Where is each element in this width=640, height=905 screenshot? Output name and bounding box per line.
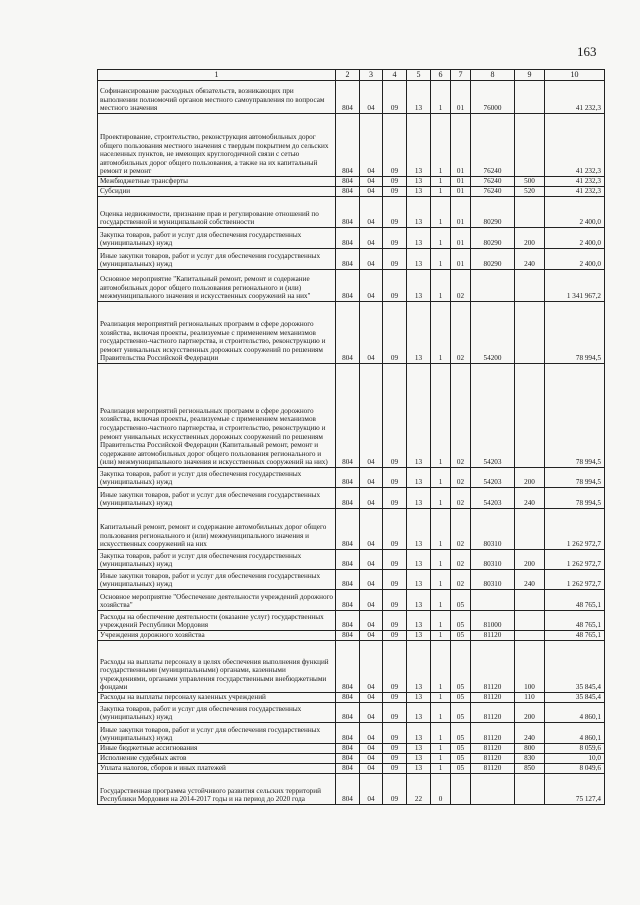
row-col-3-cell: 04 xyxy=(360,187,383,197)
row-col-9-cell: 850 xyxy=(515,764,545,774)
row-col-4-cell: 09 xyxy=(383,270,407,302)
row-col-9-cell: 200 xyxy=(515,228,545,249)
row-col-3-cell: 04 xyxy=(360,693,383,703)
row-col-6-cell: 1 xyxy=(431,631,451,641)
row-col-10-cell: 8 059,6 xyxy=(545,744,605,754)
row-col-2-cell: 804 xyxy=(336,468,360,488)
table-row xyxy=(98,364,605,468)
row-col-8-cell: 80310 xyxy=(471,509,515,550)
row-col-10-cell: 1 341 967,2 xyxy=(545,270,605,302)
row-col-2-cell: 804 xyxy=(336,197,360,228)
row-col-2-cell: 804 xyxy=(336,302,360,364)
row-col-2-cell: 804 xyxy=(336,81,360,114)
table-row xyxy=(98,744,605,754)
row-col-7-cell: 05 xyxy=(451,590,471,611)
row-col-5-cell: 13 xyxy=(407,590,431,611)
row-col-10-cell: 48 765,1 xyxy=(545,631,605,641)
row-col-7-cell: 01 xyxy=(451,197,471,228)
row-col-8-cell: 80310 xyxy=(471,550,515,570)
row-col-2-cell: 804 xyxy=(336,488,360,509)
header-col-6: 6 xyxy=(431,70,451,81)
row-col-9-cell: 240 xyxy=(515,249,545,270)
header-col-9: 9 xyxy=(515,70,545,81)
row-col-9-cell xyxy=(515,631,545,641)
table-row xyxy=(98,764,605,774)
row-col-5-cell: 13 xyxy=(407,611,431,631)
table-row xyxy=(98,550,605,570)
row-col-10-cell: 48 765,1 xyxy=(545,611,605,631)
row-col-2-cell: 804 xyxy=(336,611,360,631)
row-col-6-cell: 1 xyxy=(431,197,451,228)
row-col-5-cell: 13 xyxy=(407,641,431,693)
row-col-10-cell: 1 262 972,7 xyxy=(545,550,605,570)
row-col-8-cell: 81120 xyxy=(471,693,515,703)
row-col-2-cell: 804 xyxy=(336,590,360,611)
row-col-2-cell: 804 xyxy=(336,364,360,468)
row-col-9-cell xyxy=(515,114,545,177)
row-name-cell: Субсидии xyxy=(98,187,336,197)
row-col-6-cell: 1 xyxy=(431,590,451,611)
row-col-9-cell: 110 xyxy=(515,693,545,703)
row-col-10-cell: 35 845,4 xyxy=(545,693,605,703)
row-col-6-cell: 1 xyxy=(431,249,451,270)
row-col-8-cell: 81120 xyxy=(471,641,515,693)
row-col-5-cell: 13 xyxy=(407,187,431,197)
row-col-8-cell: 81120 xyxy=(471,744,515,754)
row-col-4-cell: 09 xyxy=(383,764,407,774)
row-col-8-cell: 80290 xyxy=(471,197,515,228)
row-col-4-cell: 09 xyxy=(383,228,407,249)
row-col-4-cell: 09 xyxy=(383,364,407,468)
row-col-5-cell: 13 xyxy=(407,703,431,723)
row-col-7-cell: 01 xyxy=(451,187,471,197)
table-row xyxy=(98,631,605,641)
row-col-10-cell: 35 845,4 xyxy=(545,641,605,693)
row-col-9-cell xyxy=(515,509,545,550)
row-col-5-cell: 13 xyxy=(407,764,431,774)
row-name-cell: Межбюджетные трансферты xyxy=(98,177,336,187)
table-row xyxy=(98,774,605,805)
row-col-10-cell: 8 049,6 xyxy=(545,764,605,774)
row-col-4-cell: 09 xyxy=(383,754,407,764)
row-col-2-cell: 804 xyxy=(336,177,360,187)
row-name-cell: Иные закупки товаров, работ и услуг для обеспечения государственных (муниципальных) нужд xyxy=(98,570,336,590)
row-col-3-cell: 04 xyxy=(360,114,383,177)
header-col-7: 7 xyxy=(451,70,471,81)
header-col-5: 5 xyxy=(407,70,431,81)
row-col-3-cell: 04 xyxy=(360,764,383,774)
row-col-6-cell: 1 xyxy=(431,570,451,590)
row-col-7-cell: 02 xyxy=(451,509,471,550)
row-col-4-cell: 09 xyxy=(383,693,407,703)
row-col-10-cell: 2 400,0 xyxy=(545,228,605,249)
row-col-3-cell: 04 xyxy=(360,550,383,570)
row-col-9-cell: 240 xyxy=(515,723,545,744)
row-name-cell: Иные закупки товаров, работ и услуг для обеспечения государственных (муниципальных) нужд xyxy=(98,723,336,744)
row-col-9-cell: 520 xyxy=(515,187,545,197)
row-col-3-cell: 04 xyxy=(360,364,383,468)
row-col-7-cell: 05 xyxy=(451,703,471,723)
row-col-8-cell: 81120 xyxy=(471,764,515,774)
table-row xyxy=(98,754,605,764)
row-col-7-cell: 01 xyxy=(451,228,471,249)
row-name-cell: Расходы на обеспечение деятельности (оказание услуг) государственных учреждений Республики Мордовия xyxy=(98,611,336,631)
row-name-cell: Основное мероприятие "Капитальный ремонт, ремонт и содержание автомобильных дорог общего пользования регионального и (или) межмуниципального значения и искусственных сооружений на них" xyxy=(98,270,336,302)
row-col-6-cell: 1 xyxy=(431,302,451,364)
row-col-10-cell: 41 232,3 xyxy=(545,114,605,177)
row-col-2-cell: 804 xyxy=(336,114,360,177)
row-col-8-cell xyxy=(471,270,515,302)
header-col-3: 3 xyxy=(360,70,383,81)
row-name-cell: Реализация мероприятий региональных программ в сфере дорожного хозяйства, включая проекты, реализуемые с применением механизмов государственно-частного партнерства, и строительство, реконструкцию и ремонт уникальных искусственных дорожных сооружений по решениям Правительства Российской Федерации xyxy=(98,302,336,364)
row-col-5-cell: 13 xyxy=(407,723,431,744)
row-col-10-cell: 78 994,5 xyxy=(545,364,605,468)
row-name-cell: Государственная программа устойчивого развития сельских территорий Республики Мордовия на 2014-2017 годы и на период до 2020 года xyxy=(98,774,336,805)
table-row xyxy=(98,249,605,270)
row-col-6-cell: 1 xyxy=(431,723,451,744)
table-row xyxy=(98,228,605,249)
row-name-cell: Исполнение судебных актов xyxy=(98,754,336,764)
row-col-6-cell: 1 xyxy=(431,81,451,114)
row-col-3-cell: 04 xyxy=(360,81,383,114)
row-col-7-cell: 01 xyxy=(451,114,471,177)
row-col-4-cell: 09 xyxy=(383,114,407,177)
row-col-8-cell: 81120 xyxy=(471,754,515,764)
row-col-10-cell: 1 262 972,7 xyxy=(545,570,605,590)
budget-table xyxy=(97,69,605,805)
row-col-7-cell: 05 xyxy=(451,641,471,693)
row-col-3-cell: 04 xyxy=(360,641,383,693)
row-col-9-cell xyxy=(515,364,545,468)
row-col-5-cell: 13 xyxy=(407,81,431,114)
row-col-3-cell: 04 xyxy=(360,723,383,744)
row-col-8-cell: 76240 xyxy=(471,114,515,177)
row-col-10-cell: 4 860,1 xyxy=(545,703,605,723)
row-col-7-cell: 02 xyxy=(451,364,471,468)
row-col-2-cell: 804 xyxy=(336,754,360,764)
row-col-10-cell: 2 400,0 xyxy=(545,197,605,228)
row-col-5-cell: 13 xyxy=(407,302,431,364)
table-row xyxy=(98,611,605,631)
row-col-8-cell: 54203 xyxy=(471,488,515,509)
row-col-7-cell: 05 xyxy=(451,631,471,641)
row-col-9-cell xyxy=(515,774,545,805)
row-col-7-cell: 02 xyxy=(451,270,471,302)
header-col-10: 10 xyxy=(545,70,605,81)
row-col-6-cell: 1 xyxy=(431,693,451,703)
row-col-5-cell: 13 xyxy=(407,570,431,590)
row-col-8-cell: 80290 xyxy=(471,228,515,249)
row-col-9-cell xyxy=(515,590,545,611)
row-col-8-cell: 81120 xyxy=(471,723,515,744)
row-col-10-cell: 4 860,1 xyxy=(545,723,605,744)
row-col-2-cell: 804 xyxy=(336,249,360,270)
table-row xyxy=(98,197,605,228)
row-name-cell: Основное мероприятие "Обеспечение деятельности учреждений дорожного хозяйства" xyxy=(98,590,336,611)
row-name-cell: Закупка товаров, работ и услуг для обеспечения государственных (муниципальных) нужд xyxy=(98,468,336,488)
row-col-10-cell: 75 127,4 xyxy=(545,774,605,805)
row-col-5-cell: 22 xyxy=(407,774,431,805)
table-header-row xyxy=(98,70,605,81)
row-name-cell: Учреждения дорожного хозяйства xyxy=(98,631,336,641)
row-name-cell: Закупка товаров, работ и услуг для обеспечения государственных (муниципальных) нужд xyxy=(98,550,336,570)
row-col-3-cell: 04 xyxy=(360,631,383,641)
row-col-9-cell: 500 xyxy=(515,177,545,187)
row-col-6-cell: 1 xyxy=(431,754,451,764)
header-col-2: 2 xyxy=(336,70,360,81)
row-col-4-cell: 09 xyxy=(383,774,407,805)
row-col-10-cell: 41 232,3 xyxy=(545,187,605,197)
table-row xyxy=(98,509,605,550)
row-col-6-cell: 0 xyxy=(431,774,451,805)
row-col-9-cell: 200 xyxy=(515,468,545,488)
row-col-4-cell: 09 xyxy=(383,197,407,228)
row-col-5-cell: 13 xyxy=(407,270,431,302)
page-number: 163 xyxy=(577,44,597,59)
table-row xyxy=(98,302,605,364)
table-row xyxy=(98,590,605,611)
table-row xyxy=(98,641,605,693)
row-col-9-cell: 200 xyxy=(515,703,545,723)
row-col-7-cell: 01 xyxy=(451,81,471,114)
row-col-7-cell xyxy=(451,774,471,805)
row-col-8-cell: 81000 xyxy=(471,611,515,631)
row-col-8-cell: 80290 xyxy=(471,249,515,270)
row-col-4-cell: 09 xyxy=(383,550,407,570)
row-col-2-cell: 804 xyxy=(336,641,360,693)
row-col-10-cell: 2 400,0 xyxy=(545,249,605,270)
row-col-2-cell: 804 xyxy=(336,774,360,805)
row-col-6-cell: 1 xyxy=(431,611,451,631)
row-col-5-cell: 13 xyxy=(407,114,431,177)
row-col-7-cell: 02 xyxy=(451,570,471,590)
table-row xyxy=(98,468,605,488)
row-col-8-cell: 76000 xyxy=(471,81,515,114)
row-name-cell: Оценка недвижимости, признание прав и регулирование отношений по государственной и муниципальной собственности xyxy=(98,197,336,228)
row-col-8-cell: 80310 xyxy=(471,570,515,590)
row-col-4-cell: 09 xyxy=(383,590,407,611)
row-col-6-cell: 1 xyxy=(431,550,451,570)
row-name-cell: Иные бюджетные ассигнования xyxy=(98,744,336,754)
row-col-6-cell: 1 xyxy=(431,703,451,723)
row-col-3-cell: 04 xyxy=(360,177,383,187)
row-col-2-cell: 804 xyxy=(336,703,360,723)
row-col-6-cell: 1 xyxy=(431,177,451,187)
row-col-3-cell: 04 xyxy=(360,611,383,631)
row-col-10-cell: 78 994,5 xyxy=(545,302,605,364)
row-col-2-cell: 804 xyxy=(336,723,360,744)
row-col-2-cell: 804 xyxy=(336,550,360,570)
row-col-4-cell: 09 xyxy=(383,302,407,364)
row-col-10-cell: 41 232,3 xyxy=(545,81,605,114)
table-row xyxy=(98,114,605,177)
row-col-4-cell: 09 xyxy=(383,249,407,270)
row-col-7-cell: 02 xyxy=(451,302,471,364)
row-col-10-cell: 48 765,1 xyxy=(545,590,605,611)
row-col-3-cell: 04 xyxy=(360,468,383,488)
row-col-3-cell: 04 xyxy=(360,509,383,550)
row-col-5-cell: 13 xyxy=(407,228,431,249)
row-col-2-cell: 804 xyxy=(336,270,360,302)
row-name-cell: Уплата налогов, сборов и иных платежей xyxy=(98,764,336,774)
row-col-10-cell: 10,0 xyxy=(545,754,605,764)
row-col-10-cell: 78 994,5 xyxy=(545,488,605,509)
row-col-8-cell: 54203 xyxy=(471,468,515,488)
row-col-4-cell: 09 xyxy=(383,641,407,693)
row-col-7-cell: 01 xyxy=(451,249,471,270)
row-col-4-cell: 09 xyxy=(383,570,407,590)
row-col-2-cell: 804 xyxy=(336,631,360,641)
row-name-cell: Капитальный ремонт, ремонт и содержание автомобильных дорог общего пользования регионального и (или) межмуниципального значения и искусственных сооружений на них xyxy=(98,509,336,550)
row-col-2-cell: 804 xyxy=(336,509,360,550)
row-col-9-cell: 240 xyxy=(515,488,545,509)
row-col-7-cell: 01 xyxy=(451,177,471,187)
row-col-6-cell: 1 xyxy=(431,488,451,509)
row-col-3-cell: 04 xyxy=(360,570,383,590)
row-col-9-cell: 200 xyxy=(515,550,545,570)
table-row xyxy=(98,177,605,187)
row-col-4-cell: 09 xyxy=(383,723,407,744)
row-col-3-cell: 04 xyxy=(360,197,383,228)
row-col-9-cell xyxy=(515,270,545,302)
row-col-6-cell: 1 xyxy=(431,744,451,754)
header-col-1: 1 xyxy=(98,70,336,81)
row-col-4-cell: 09 xyxy=(383,488,407,509)
row-col-8-cell: 81120 xyxy=(471,631,515,641)
row-col-7-cell: 02 xyxy=(451,488,471,509)
row-col-6-cell: 1 xyxy=(431,468,451,488)
row-col-8-cell: 76240 xyxy=(471,187,515,197)
row-col-4-cell: 09 xyxy=(383,744,407,754)
row-col-5-cell: 13 xyxy=(407,754,431,764)
table-row xyxy=(98,723,605,744)
row-col-4-cell: 09 xyxy=(383,631,407,641)
row-col-3-cell: 04 xyxy=(360,754,383,764)
row-col-9-cell: 100 xyxy=(515,641,545,693)
row-name-cell: Проектирование, строительство, реконструкция автомобильных дорог общего пользования местного значения с твердым покрытием до сельских населенных пунктов, не имеющих круглогодичной связи с сетью автомобильных дорог общего пользования, а также на их капитальный ремонт и ремонт xyxy=(98,114,336,177)
row-col-8-cell xyxy=(471,774,515,805)
row-col-5-cell: 13 xyxy=(407,468,431,488)
row-col-5-cell: 13 xyxy=(407,550,431,570)
row-col-10-cell: 41 232,3 xyxy=(545,177,605,187)
row-col-3-cell: 04 xyxy=(360,270,383,302)
row-name-cell: Реализация мероприятий региональных программ в сфере дорожного хозяйства, включая проекты, реализуемые с применением механизмов государственно-частного партнерства, и строительство, реконструкцию и ремонт уникальных искусственных дорожных сооружений по решениям Правительства Российской Федерации (Капитальный ремонт, ремонт и содержание автомобильных дорог общего пользования регионального и (или) межмуниципального значения и искусственных сооружений на них) xyxy=(98,364,336,468)
row-col-4-cell: 09 xyxy=(383,81,407,114)
row-name-cell: Софинансирование расходных обязательств, возникающих при выполнении полномочий органов местного самоуправления по вопросам местного значения xyxy=(98,81,336,114)
row-col-4-cell: 09 xyxy=(383,177,407,187)
row-col-6-cell: 1 xyxy=(431,509,451,550)
table-row xyxy=(98,570,605,590)
row-col-9-cell xyxy=(515,611,545,631)
row-col-7-cell: 05 xyxy=(451,744,471,754)
row-col-9-cell xyxy=(515,197,545,228)
row-col-2-cell: 804 xyxy=(336,570,360,590)
row-col-2-cell: 804 xyxy=(336,228,360,249)
row-col-6-cell: 1 xyxy=(431,764,451,774)
row-col-6-cell: 1 xyxy=(431,187,451,197)
row-col-8-cell: 76240 xyxy=(471,177,515,187)
table-row xyxy=(98,693,605,703)
row-col-7-cell: 05 xyxy=(451,723,471,744)
row-col-3-cell: 04 xyxy=(360,774,383,805)
table-row xyxy=(98,488,605,509)
row-col-4-cell: 09 xyxy=(383,509,407,550)
row-col-5-cell: 13 xyxy=(407,364,431,468)
row-col-7-cell: 05 xyxy=(451,611,471,631)
row-col-5-cell: 13 xyxy=(407,744,431,754)
row-col-9-cell xyxy=(515,302,545,364)
row-col-8-cell: 81120 xyxy=(471,703,515,723)
row-col-8-cell: 54200 xyxy=(471,302,515,364)
table-row xyxy=(98,187,605,197)
row-col-7-cell: 05 xyxy=(451,764,471,774)
row-name-cell: Закупка товаров, работ и услуг для обеспечения государственных (муниципальных) нужд xyxy=(98,228,336,249)
row-col-6-cell: 1 xyxy=(431,270,451,302)
row-col-7-cell: 05 xyxy=(451,693,471,703)
row-col-8-cell xyxy=(471,590,515,611)
row-name-cell: Закупка товаров, работ и услуг для обеспечения государственных (муниципальных) нужд xyxy=(98,703,336,723)
row-col-5-cell: 13 xyxy=(407,249,431,270)
row-col-3-cell: 04 xyxy=(360,590,383,611)
row-col-5-cell: 13 xyxy=(407,509,431,550)
row-col-2-cell: 804 xyxy=(336,693,360,703)
row-col-3-cell: 04 xyxy=(360,228,383,249)
row-col-8-cell: 54203 xyxy=(471,364,515,468)
row-col-6-cell: 1 xyxy=(431,114,451,177)
table-row xyxy=(98,270,605,302)
row-col-10-cell: 78 994,5 xyxy=(545,468,605,488)
row-col-6-cell: 1 xyxy=(431,641,451,693)
row-col-7-cell: 02 xyxy=(451,468,471,488)
row-col-4-cell: 09 xyxy=(383,187,407,197)
row-col-3-cell: 04 xyxy=(360,744,383,754)
row-col-7-cell: 02 xyxy=(451,550,471,570)
row-col-6-cell: 1 xyxy=(431,364,451,468)
row-col-3-cell: 04 xyxy=(360,302,383,364)
table-row xyxy=(98,81,605,114)
table-row xyxy=(98,703,605,723)
row-col-3-cell: 04 xyxy=(360,488,383,509)
row-name-cell: Расходы на выплаты персоналу в целях обеспечения выполнения функций государственными (муниципальными) органами, казенными учреждениями, органами управления государственными внебюджетными фондами xyxy=(98,641,336,693)
row-col-9-cell: 240 xyxy=(515,570,545,590)
row-col-2-cell: 804 xyxy=(336,744,360,754)
row-name-cell: Иные закупки товаров, работ и услуг для обеспечения государственных (муниципальных) нужд xyxy=(98,249,336,270)
row-col-9-cell: 800 xyxy=(515,744,545,754)
header-col-8: 8 xyxy=(471,70,515,81)
row-col-7-cell: 05 xyxy=(451,754,471,764)
row-col-2-cell: 804 xyxy=(336,187,360,197)
row-col-9-cell xyxy=(515,81,545,114)
row-name-cell: Расходы на выплаты персоналу казенных учреждений xyxy=(98,693,336,703)
row-col-5-cell: 13 xyxy=(407,197,431,228)
row-col-5-cell: 13 xyxy=(407,631,431,641)
row-col-4-cell: 09 xyxy=(383,611,407,631)
row-col-5-cell: 13 xyxy=(407,693,431,703)
row-col-5-cell: 13 xyxy=(407,488,431,509)
row-col-4-cell: 09 xyxy=(383,468,407,488)
row-col-5-cell: 13 xyxy=(407,177,431,187)
header-col-4: 4 xyxy=(383,70,407,81)
row-name-cell: Иные закупки товаров, работ и услуг для обеспечения государственных (муниципальных) нужд xyxy=(98,488,336,509)
row-col-9-cell: 830 xyxy=(515,754,545,764)
row-col-10-cell: 1 262 972,7 xyxy=(545,509,605,550)
row-col-2-cell: 804 xyxy=(336,764,360,774)
row-col-6-cell: 1 xyxy=(431,228,451,249)
row-col-3-cell: 04 xyxy=(360,703,383,723)
row-col-4-cell: 09 xyxy=(383,703,407,723)
row-col-3-cell: 04 xyxy=(360,249,383,270)
